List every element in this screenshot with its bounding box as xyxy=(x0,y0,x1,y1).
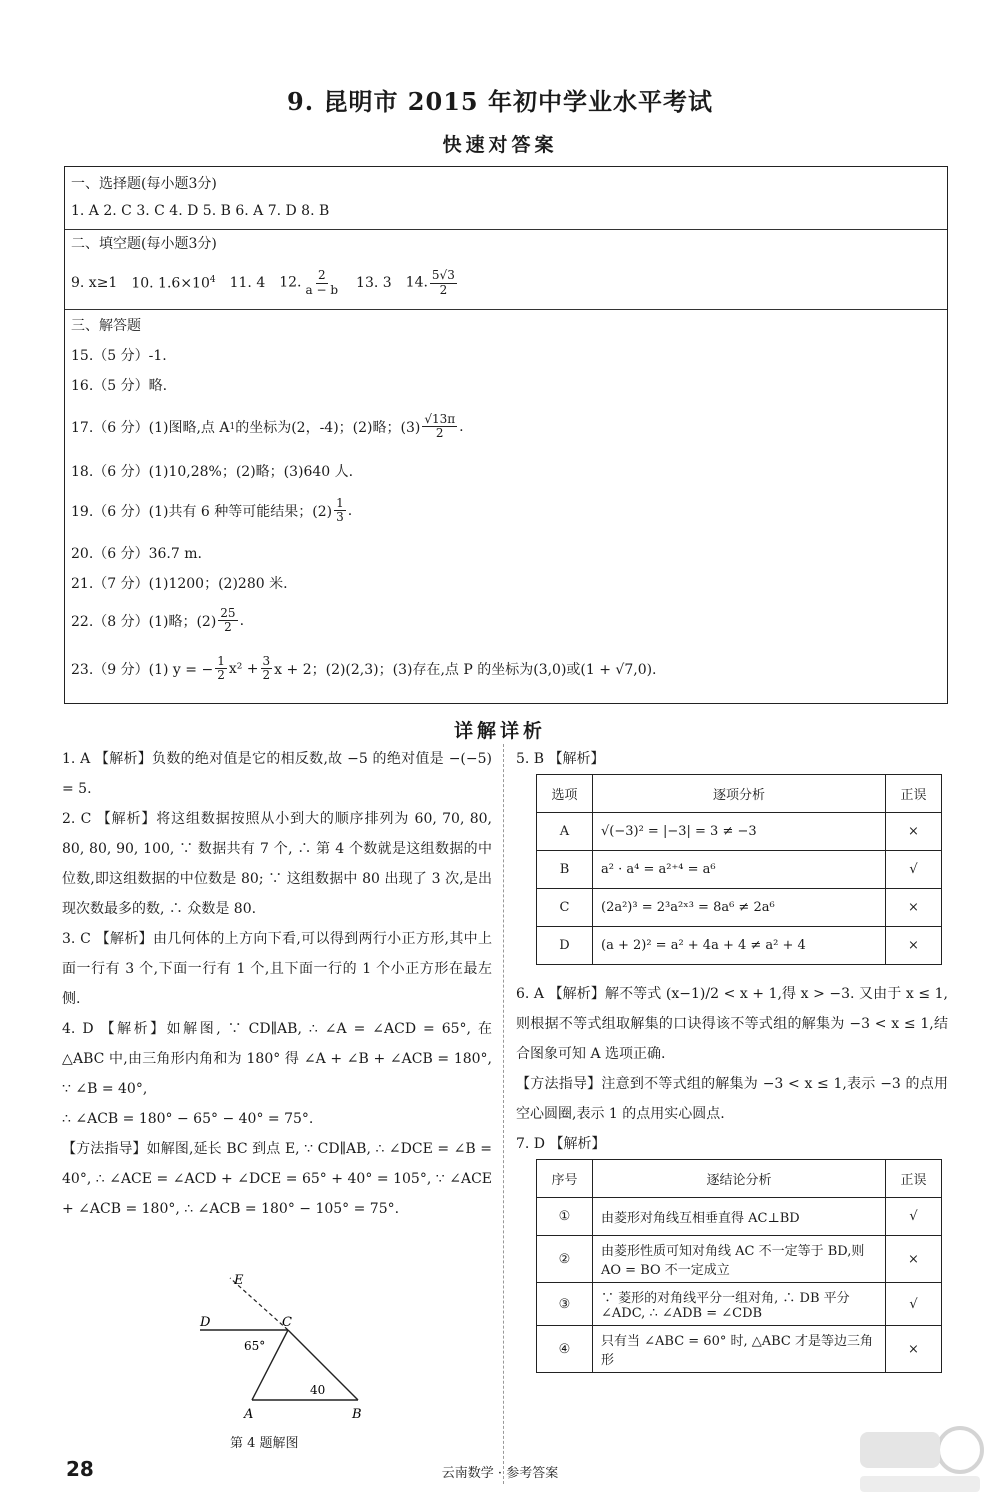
table-cell: × xyxy=(886,889,942,927)
divider xyxy=(65,229,947,230)
watermark-block xyxy=(860,1432,940,1468)
table-row xyxy=(537,1236,942,1283)
table-cell: 由菱形性质可知对角线 AC 不一定等于 BD,则 AO = BO 不一定成立 xyxy=(593,1236,886,1283)
table-header: 选项 xyxy=(537,775,593,813)
table-cell: ③ xyxy=(537,1283,593,1326)
page-number: 28 xyxy=(66,1457,94,1481)
answer-11: 11. 4 xyxy=(229,275,266,291)
explanation-6: 6. A 【解析】解不等式 (x−1)/2 < x + 1,得 x > −3. 又由于 x ≤ 1,则根据不等式组取解集的口诀得该不等式组的解集为 −3 < x ≤ 1,结合图象可知 A 选项正确. xyxy=(516,986,948,1062)
angle-40-label: 40 xyxy=(310,1383,326,1397)
table-cell: A xyxy=(537,813,593,851)
answer-22: 22.（8 分）(1)略；(2) $\frac{25}{2}$ . xyxy=(71,606,245,635)
table-cell: (2a²)³ = 2³a²ˣ³ = 8a⁶ ≠ 2a⁶ xyxy=(593,889,886,927)
table-cell: (a + 2)² = a² + 4a + 4 ≠ a² + 4 xyxy=(593,927,886,965)
explanation-2: 2. C 【解析】将这组数据按照从小到大的顺序排列为 60, 70, 80, 80, 80, 90, 100, ∵ 数据共有 7 个, ∴ 第 4 个数就是这组数据的中位数,即这组数据的中位数是 80; ∵ 这组数据中 80 出现了 3 次,是出现次数最多的数, ∴ 众数是 80. xyxy=(62,811,492,917)
column-divider xyxy=(503,744,504,1484)
answer-14: 14. $\frac{5√3}{2}$ xyxy=(405,268,455,297)
table-header: 序号 xyxy=(537,1160,593,1198)
table-cell: a² · a⁴ = a²⁺⁴ = a⁶ xyxy=(593,851,886,889)
table-cell: × xyxy=(886,1326,942,1373)
answer-21: 21.（7 分）(1)1200；(2)280 米. xyxy=(71,576,288,592)
fill-answers xyxy=(71,265,459,301)
choice-section-label: 一、选择题(每小题3分) xyxy=(71,176,217,192)
table-cell: × xyxy=(886,927,942,965)
page-footer: 云南数学 · 参考答案 xyxy=(441,1466,559,1481)
answer-13: 13. 3 xyxy=(356,275,392,291)
explanation-1: 1. A 【解析】负数的绝对值是它的相反数,故 −5 的绝对值是 −(−5) = 5. xyxy=(62,751,492,797)
figure-caption: 第 4 题解图 xyxy=(230,1436,299,1451)
answer-12: 12. $\frac{2}{a - b}$ xyxy=(279,268,339,297)
table-cell: B xyxy=(537,851,593,889)
answer-15: 15.（5 分）-1. xyxy=(71,348,167,364)
label-e: E xyxy=(234,1273,244,1288)
right-column xyxy=(516,744,948,1373)
answer-20: 20.（6 分）36.7 m. xyxy=(71,546,202,562)
table-header: 逐结论分析 xyxy=(593,1160,886,1198)
table-cell: 只有当 ∠ABC = 60° 时, △ABC 才是等边三角形 xyxy=(593,1326,886,1373)
quick-answers-heading: 快速对答案 xyxy=(442,134,558,156)
table-cell: √(−3)² = |−3| = 3 ≠ −3 xyxy=(593,813,886,851)
explanation-3: 3. C 【解析】由几何体的上方向下看,可以得到两行小正方形,其中上面一行有 3 个,下面一行有 1 个,且下面一行的 1 个小正方形在最左侧. xyxy=(62,931,492,1007)
analysis-table-5 xyxy=(536,774,942,965)
explanation-7: 7. D 【解析】 xyxy=(516,1136,606,1152)
label-a: A xyxy=(244,1407,254,1422)
method-guide-6: 【方法指导】注意到不等式组的解集为 −3 < x ≤ 1,表示 −3 的点用空心圆圈,表示 1 的点用实心圆点. xyxy=(516,1076,948,1122)
table-header: 逐项分析 xyxy=(593,775,886,813)
table-cell: √ xyxy=(886,1283,942,1326)
answer-9: 9. x≥1 xyxy=(71,275,118,291)
answer-16: 16.（5 分）略. xyxy=(71,378,168,394)
table-cell: ② xyxy=(537,1236,593,1283)
table-cell: D xyxy=(537,927,593,965)
table-cell: × xyxy=(886,813,942,851)
method-guide-4: 【方法指导】如解图,延长 BC 到点 E, ∵ CD∥AB, ∴ ∠DCE = ∠B = 40°, ∴ ∠ACE = ∠ACD + ∠DCE = 65° + 40° = 105°, ∵ ∠ACE + ∠ACB = 180°, ∴ ∠ACB = 180° − 105° = 75°. xyxy=(62,1141,492,1217)
table-cell: ∵ 菱形的对角线平分一组对角, ∴ DB 平分 ∠ADC, ∴ ∠ADB = ∠CDB xyxy=(593,1283,886,1326)
fill-section-label: 二、填空题(每小题3分) xyxy=(71,236,217,252)
table-row xyxy=(537,1198,942,1236)
watermark-bar xyxy=(860,1476,980,1492)
answer-10: 10. $1.6\times 10^4$ xyxy=(131,274,216,292)
table-cell: ④ xyxy=(537,1326,593,1373)
table-row xyxy=(537,1283,942,1326)
watermark-circle xyxy=(938,1428,982,1472)
table-cell: √ xyxy=(886,1198,942,1236)
explanation-4-result: ∴ ∠ACB = 180° − 65° − 40° = 75°. xyxy=(62,1111,314,1127)
answer-17: 17.（6 分）(1)图略,点 A 1 的坐标为(2，-4)；(2)略；(3) $\frac{√13\pi}{2}$ . xyxy=(71,412,464,441)
answer-18: 18.（6 分）(1)10,28%；(2)略；(3)640 人. xyxy=(71,464,354,480)
table-row xyxy=(537,851,942,889)
label-c: C xyxy=(282,1315,292,1330)
divider xyxy=(65,309,947,310)
table-cell: C xyxy=(537,889,593,927)
explanation-5: 5. B 【解析】 xyxy=(516,751,605,767)
left-column xyxy=(62,744,492,1224)
table-cell: 由菱形对角线互相垂直得 AC⊥BD xyxy=(593,1198,886,1236)
answer-23: 23.（9 分）(1) y = − $\frac{1}{2}$ x² + $\frac{3}{2}$ x + 2；(2)(2,3)；(3)存在,点 P 的坐标为(3,0)或(1 + √7,0). xyxy=(71,654,657,683)
choice-answers: 1. A 2. C 3. C 4. D 5. B 6. A 7. D 8. B xyxy=(71,203,330,219)
explanation-4: 4. D 【解析】如解图, ∵ CD∥AB, ∴ ∠A = ∠ACD = 65°, 在 △ABC 中,由三角形内角和为 180° 得 ∠A + ∠B + ∠ACB = 180°, ∵ ∠B = 40°, xyxy=(62,1021,492,1097)
table-cell: √ xyxy=(886,851,942,889)
angle-65-label: 65° xyxy=(244,1339,266,1353)
analysis-table-7 xyxy=(536,1159,942,1373)
label-d: D xyxy=(200,1315,211,1330)
table-row xyxy=(537,813,942,851)
table-cell: × xyxy=(886,1236,942,1283)
table-row xyxy=(537,889,942,927)
page-title: 9. 昆明市 2015 年初中学业水平考试 xyxy=(287,87,713,116)
solve-section-label: 三、解答题 xyxy=(71,318,141,334)
table-row xyxy=(537,927,942,965)
watermark-logo xyxy=(850,1420,990,1500)
quick-answers-box xyxy=(64,166,948,704)
answer-19: 19.（6 分）(1)共有 6 种等可能结果；(2) $\frac{1}{3}$ . xyxy=(71,496,353,525)
table-header: 正误 xyxy=(886,1160,942,1198)
table-row xyxy=(537,1326,942,1373)
detail-heading: 详解详析 xyxy=(453,720,546,742)
label-b: B xyxy=(352,1407,362,1422)
table-cell: ① xyxy=(537,1198,593,1236)
table-header: 正误 xyxy=(886,775,942,813)
